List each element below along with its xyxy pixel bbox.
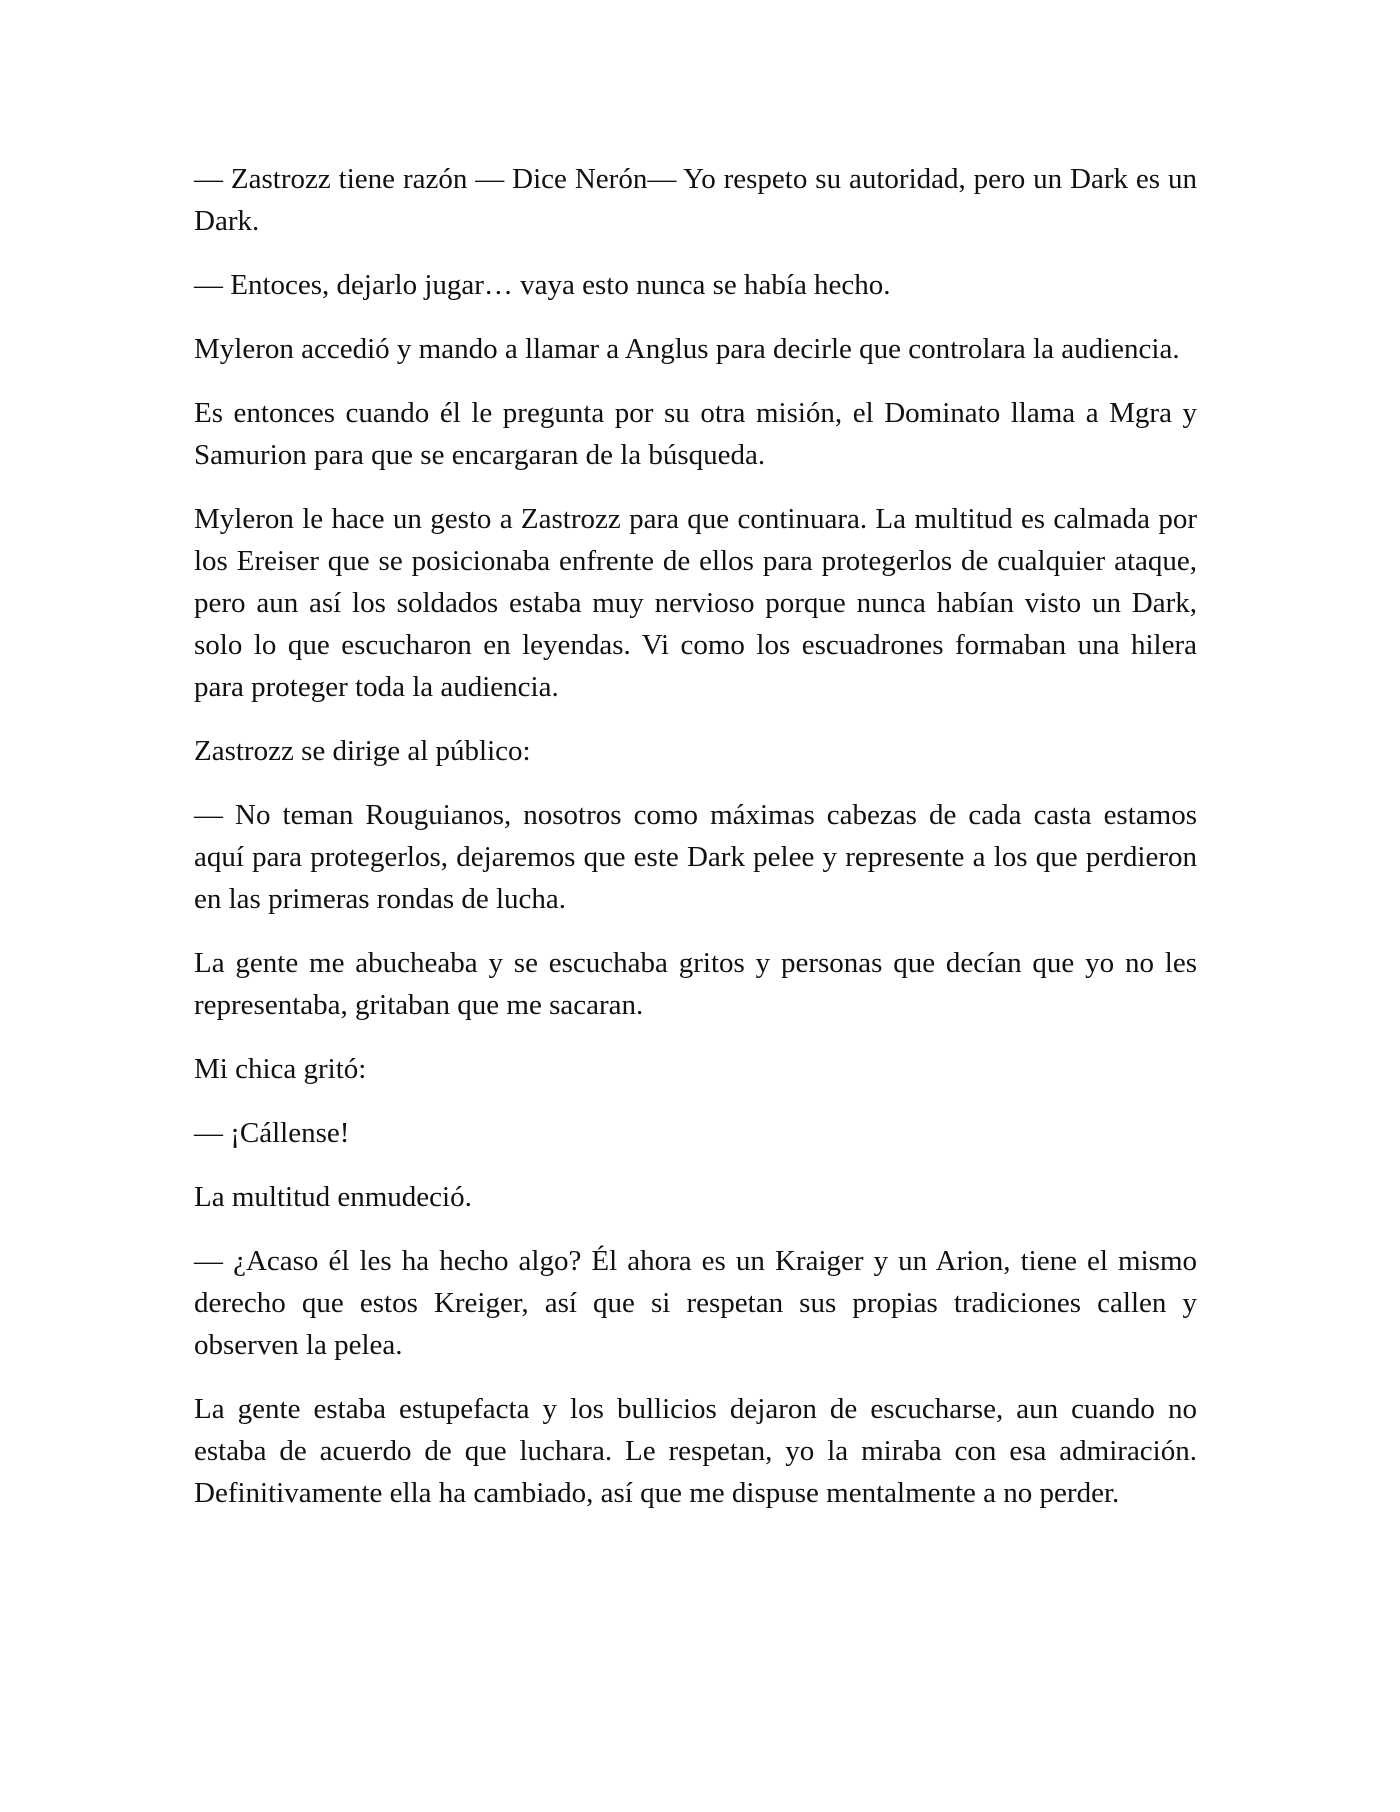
paragraph-6: Zastrozz se dirige al público: [194,735,531,767]
paragraph-8: La gente me abucheaba y se escuchaba gritos y personas que decían que yo no les representaba, gritaban que me sacaran. [194,947,1197,1021]
paragraph-5: Myleron le hace un gesto a Zastrozz para que continuara. La multitud es calmada por los Ereiser que se posicionaba enfrente de ellos para protegerlos de cualquier ataque, pero aun así los soldados estaba muy nervioso porque nunca habían visto un Dark, solo lo que escucharon en leyendas. Vi como los escuadrones formaban una hilera para proteger toda la audiencia. [194,503,1197,703]
paragraph-10: — ¡Cállense! [194,1117,350,1149]
paragraph-9: Mi chica gritó: [194,1053,367,1085]
paragraph-13: La gente estaba estupefacta y los bullicios dejaron de escucharse, aun cuando no estaba de acuerdo de que luchara. Le respetan, yo la miraba con esa admiración. Definitivamente ella ha cambiado, así que me dispuse mentalmente a no perder. [194,1393,1197,1509]
paragraph-1: — Zastrozz tiene razón — Dice Nerón— Yo respeto su autoridad, pero un Dark es un Dark. [194,163,1197,237]
paragraph-7: — No teman Rouguianos, nosotros como máximas cabezas de cada casta estamos aquí para protegerlos, dejaremos que este Dark pelee y represente a los que perdieron en las primeras rondas de lucha. [194,799,1197,915]
paragraph-3: Myleron accedió y mando a llamar a Anglus para decirle que controlara la audiencia. [194,333,1180,365]
paragraph-11: La multitud enmudeció. [194,1181,472,1213]
document-page [194,158,1197,1536]
paragraph-4: Es entonces cuando él le pregunta por su otra misión, el Dominato llama a Mgra y Samurion para que se encargaran de la búsqueda. [194,397,1197,471]
paragraph-2: — Entoces, dejarlo jugar… vaya esto nunca se había hecho. [194,269,891,301]
paragraph-12: — ¿Acaso él les ha hecho algo? Él ahora es un Kraiger y un Arion, tiene el mismo derecho que estos Kreiger, así que si respetan sus propias tradiciones callen y observen la pelea. [194,1245,1197,1361]
